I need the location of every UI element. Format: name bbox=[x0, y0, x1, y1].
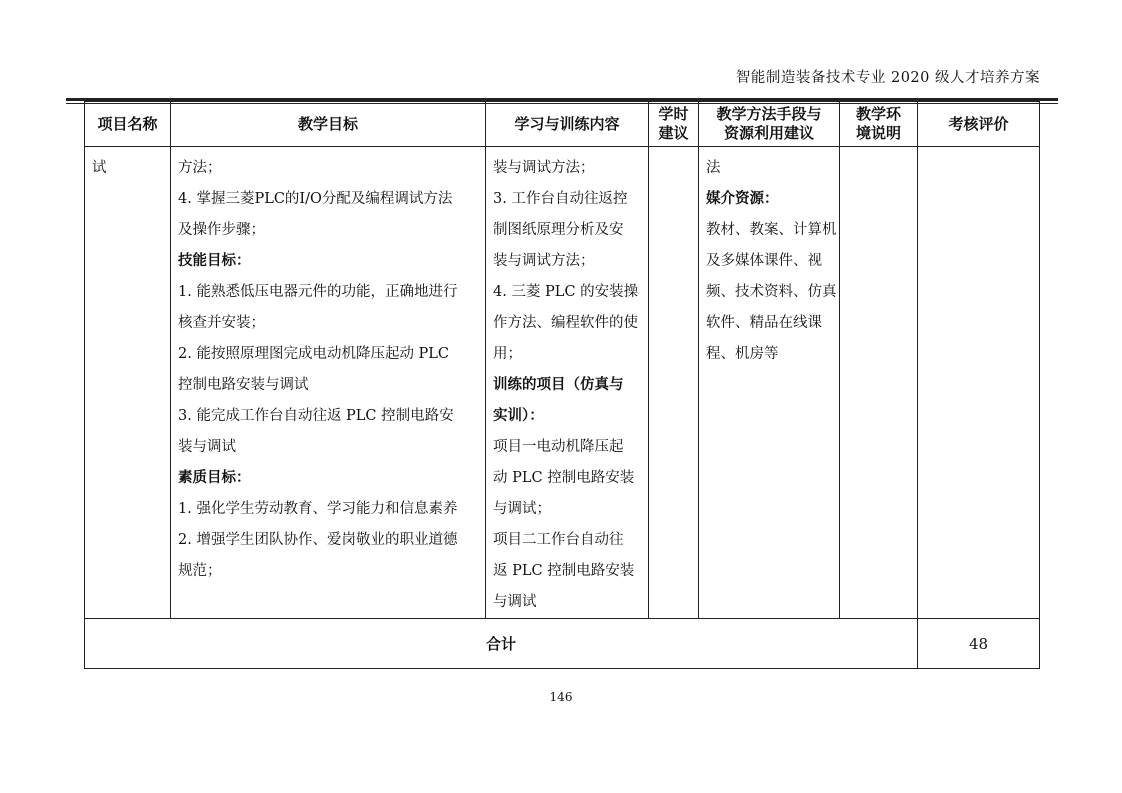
total-label-cell bbox=[85, 619, 918, 669]
training-content-line: 装与调试方法； bbox=[493, 253, 595, 269]
cell-environment bbox=[840, 147, 918, 619]
table-row bbox=[85, 147, 1040, 619]
header-line: 建议 bbox=[658, 124, 689, 142]
header-line: 教学环 bbox=[855, 105, 901, 123]
header-line: 项目名称 bbox=[97, 114, 158, 133]
method-resource-line: 频、技术资料、仿真 bbox=[706, 284, 837, 300]
cell-hours bbox=[649, 147, 699, 619]
cell-assessment bbox=[918, 147, 1040, 619]
table-header-row bbox=[85, 102, 1040, 147]
method-resource-line: 媒介资源： bbox=[706, 191, 779, 207]
cell-training-content bbox=[486, 147, 649, 619]
teaching-goal-line: 4. 掌握三菱PLC的I/O分配及编程调试方法 bbox=[178, 191, 453, 207]
header-environment bbox=[840, 102, 918, 147]
teaching-goal-line: 1. 强化学生劳动教育、学习能力和信息素养 bbox=[178, 501, 458, 517]
teaching-goal-line: 及操作步骤； bbox=[178, 222, 265, 238]
training-content-line: 用； bbox=[493, 346, 522, 362]
teaching-goal-line: 方法； bbox=[178, 160, 222, 176]
training-content-line: 返 PLC 控制电路安装 bbox=[493, 563, 635, 579]
page-number: 146 bbox=[549, 690, 573, 704]
total-value-cell bbox=[918, 619, 1040, 669]
teaching-goal-line: 3. 能完成工作台自动往返 PLC 控制电路安 bbox=[178, 408, 454, 424]
training-content-line: 实训）： bbox=[493, 408, 544, 424]
teaching-goal-line: 核查并安装； bbox=[178, 315, 265, 331]
method-resource-line: 软件、精品在线课 bbox=[706, 315, 822, 331]
header-methods-resources bbox=[699, 102, 840, 147]
training-content-list bbox=[486, 147, 648, 618]
training-content-line: 训练的项目（仿真与 bbox=[493, 377, 624, 393]
header-training-content bbox=[486, 102, 649, 147]
hours-text bbox=[656, 153, 691, 184]
header-line: 教学方法手段与 bbox=[716, 105, 822, 123]
header-line: 考核评价 bbox=[948, 114, 1009, 133]
method-resource-line: 程、机房等 bbox=[706, 346, 779, 362]
methods-resources-list bbox=[699, 147, 839, 370]
cell-teaching-goals bbox=[171, 147, 486, 619]
teaching-goals-list bbox=[171, 147, 485, 587]
teaching-goal-line: 装与调试 bbox=[178, 439, 236, 455]
header-line: 学习与训练内容 bbox=[514, 114, 620, 133]
training-content-line: 4. 三菱 PLC 的安装操 bbox=[493, 284, 639, 300]
environment-text bbox=[847, 153, 910, 184]
header-project-name bbox=[85, 102, 171, 147]
teaching-goal-line: 规范； bbox=[178, 563, 222, 579]
project-name-text: 试 bbox=[92, 160, 107, 176]
teaching-goal-line: 2. 能按照原理图完成电动机降压起动 PLC bbox=[178, 346, 450, 362]
training-content-line: 与调试 bbox=[493, 594, 537, 610]
header-hours bbox=[649, 102, 699, 147]
assessment-text bbox=[925, 153, 1032, 184]
cell-methods-resources bbox=[699, 147, 840, 619]
total-row bbox=[85, 619, 1040, 669]
header-line: 资源利用建议 bbox=[723, 124, 814, 142]
training-content-line: 动 PLC 控制电路安装 bbox=[493, 470, 635, 486]
teaching-goal-line: 控制电路安装与调试 bbox=[178, 377, 309, 393]
teaching-goal-line: 技能目标： bbox=[178, 253, 251, 269]
total-label: 合计 bbox=[485, 635, 516, 653]
curriculum-table bbox=[84, 101, 1040, 669]
method-resource-line: 教材、教案、计算机 bbox=[706, 222, 837, 238]
training-content-line: 项目一电动机降压起 bbox=[493, 439, 624, 455]
training-content-line: 项目二工作台自动往 bbox=[493, 532, 624, 548]
training-content-line: 制图纸原理分析及安 bbox=[493, 222, 624, 238]
total-value: 48 bbox=[968, 634, 989, 653]
method-resource-line: 及多媒体课件、视 bbox=[706, 253, 822, 269]
method-resource-line: 法 bbox=[706, 160, 721, 176]
training-content-line: 3. 工作台自动往返控 bbox=[493, 191, 628, 207]
header-assessment bbox=[918, 102, 1040, 147]
header-teaching-goals bbox=[171, 102, 486, 147]
header-line: 教学目标 bbox=[297, 114, 358, 133]
header-line: 境说明 bbox=[855, 124, 901, 142]
document-header-title: 智能制造装备技术专业 2020 级人才培养方案 bbox=[735, 70, 1040, 86]
header-line: 学时 bbox=[658, 105, 689, 123]
cell-project-name bbox=[85, 147, 171, 619]
teaching-goal-line: 1. 能熟悉低压电器元件的功能，正确地进行 bbox=[178, 284, 458, 300]
training-content-line: 作方法、编程软件的使 bbox=[493, 315, 638, 331]
teaching-goal-line: 2. 增强学生团队协作、爱岗敬业的职业道德 bbox=[178, 532, 458, 548]
training-content-line: 装与调试方法； bbox=[493, 160, 595, 176]
teaching-goal-line: 素质目标： bbox=[178, 470, 251, 486]
training-content-line: 与调试； bbox=[493, 501, 551, 517]
